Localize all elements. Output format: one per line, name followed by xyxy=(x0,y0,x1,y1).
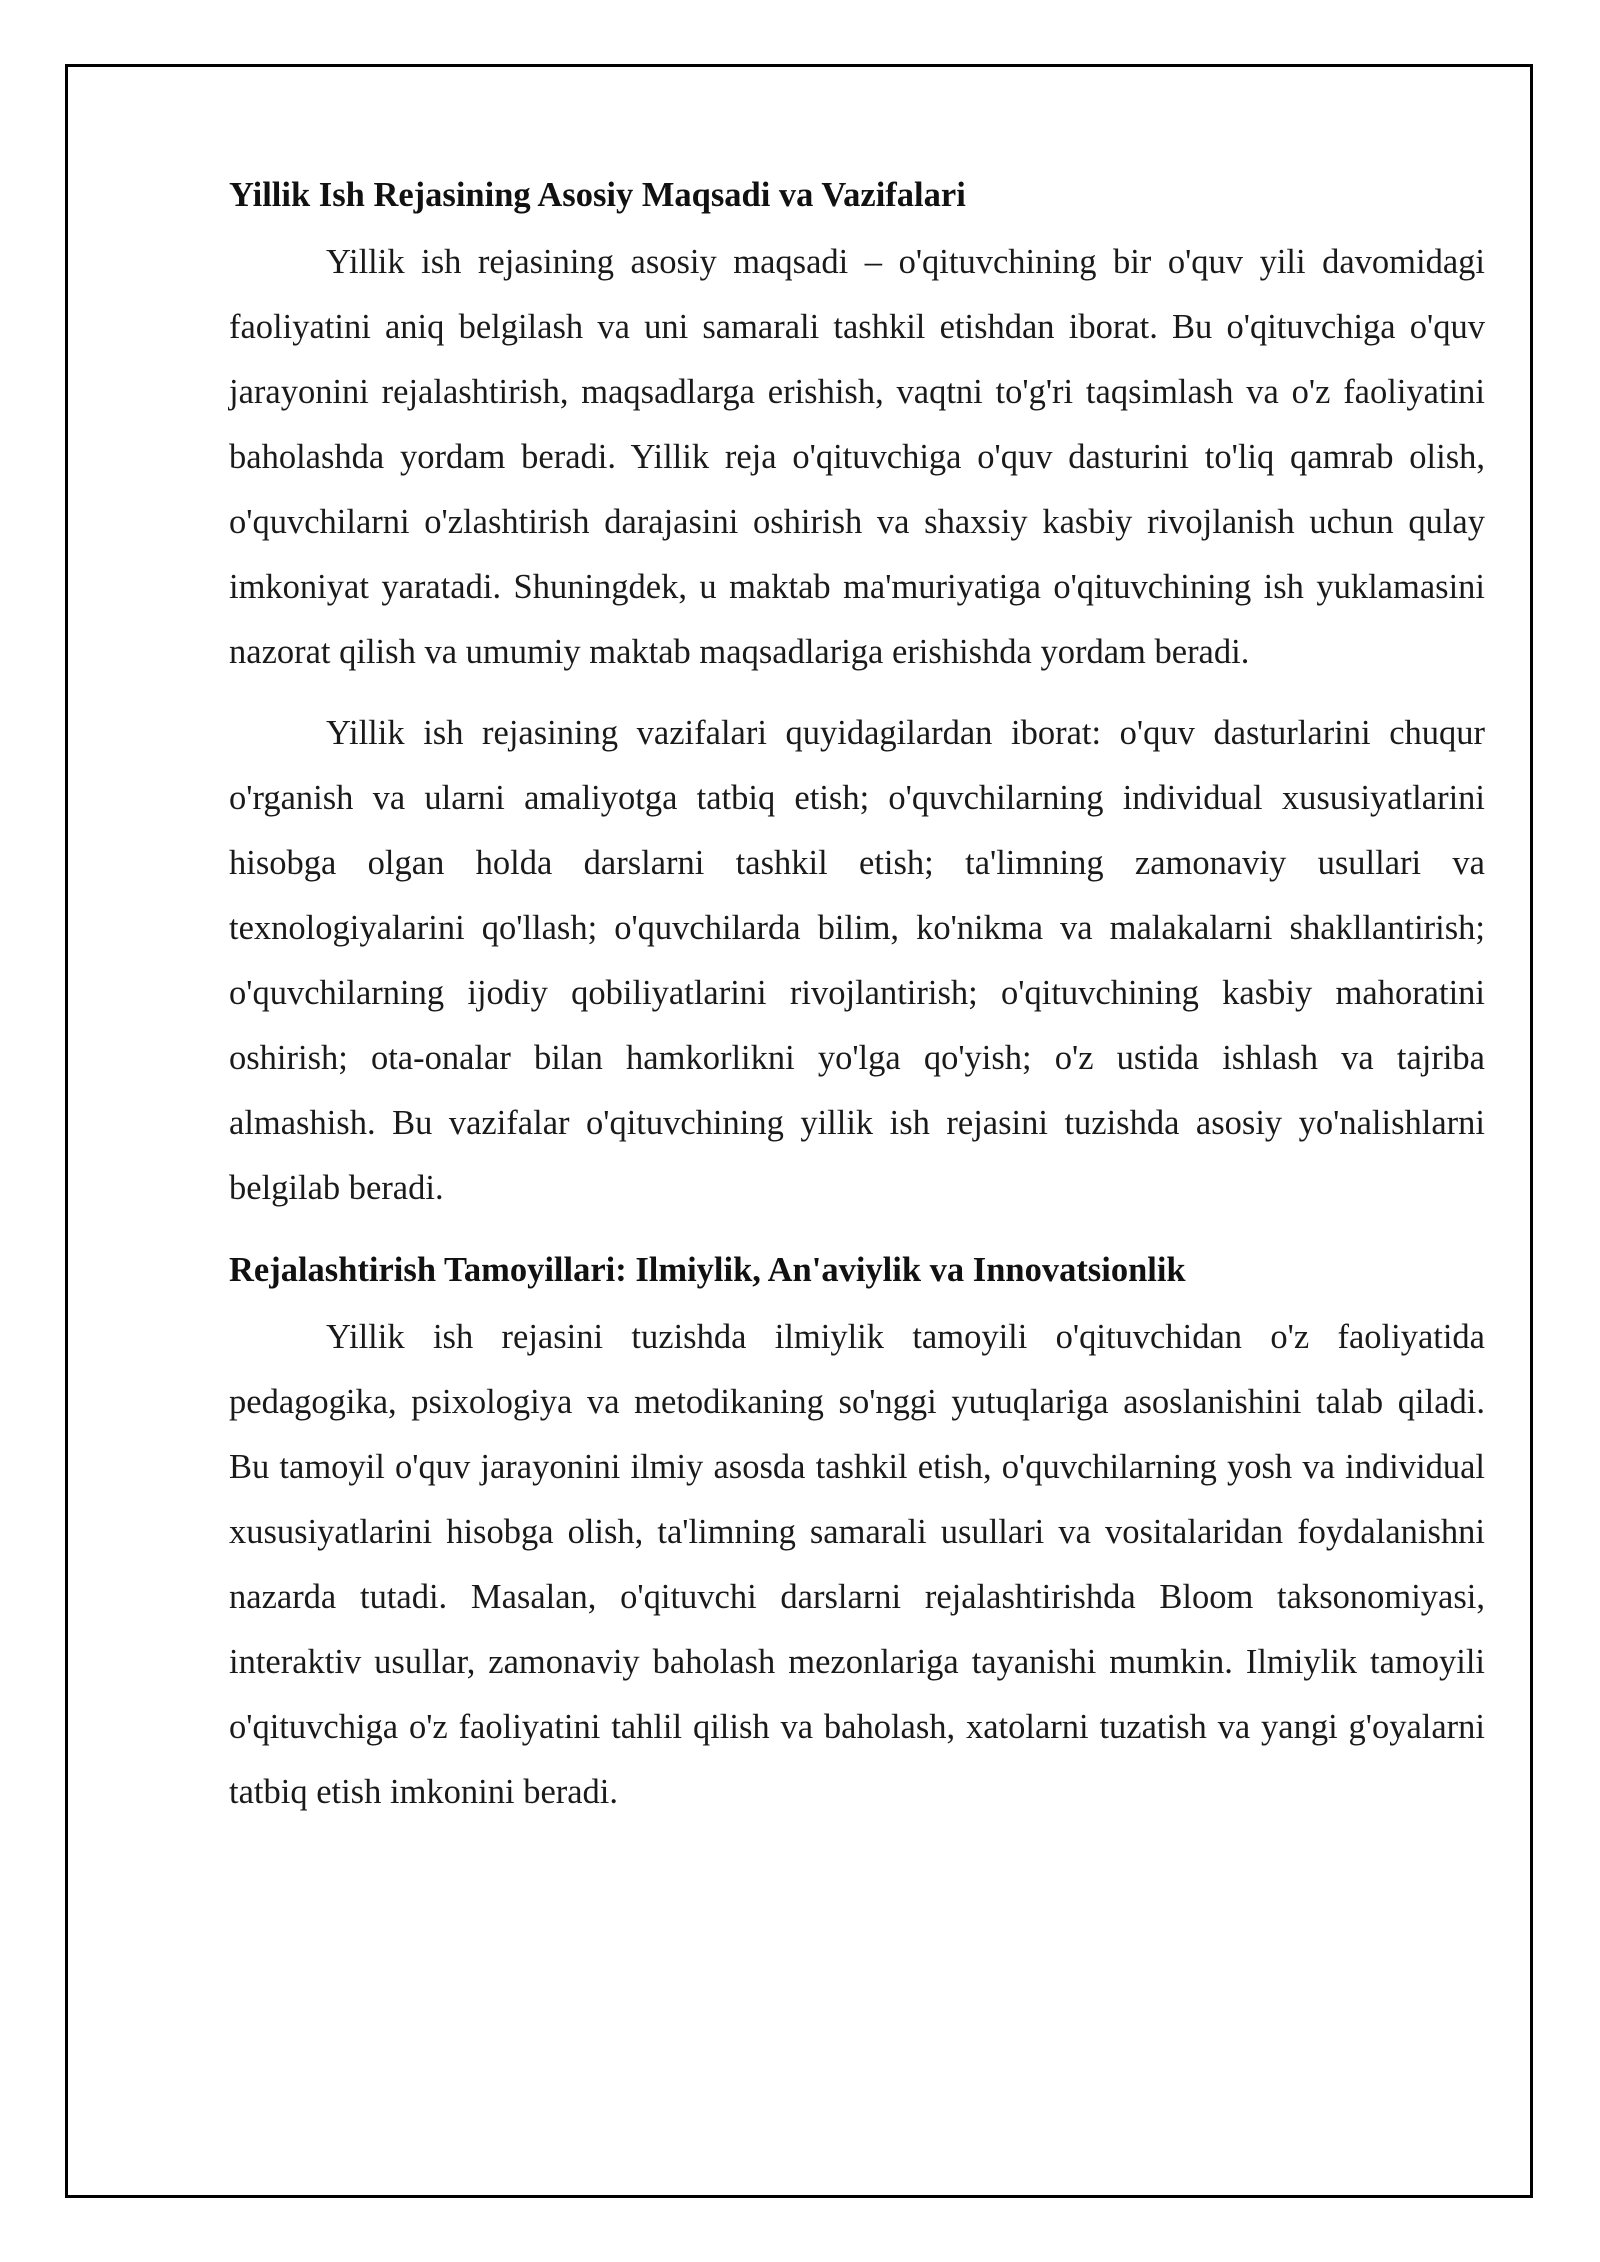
paragraph: Yillik ish rejasining asosiy maqsadi – o'qituvchining bir o'quv yili davomidagi faoliyatini aniq belgilash va uni samarali tashkil etishdan iborat. Bu o'qituvchiga o'quv jarayonini rejalashtirish, maqsadlarga erishish, vaqtni to'g'ri taqsimlash va o'z faoliyatini baholashda yordam beradi. Yillik reja o'qituvchiga o'quv dasturini to'liq qamrab olish, o'quvchilarni o'zlashtirish darajasini oshirish va shaxsiy kasbiy rivojlanish uchun qulay imkoniyat yaratadi. Shuningdek, u maktab ma'muriyatiga o'qituvchining ish yuklamasini nazorat qilish va umumiy maktab maqsadlariga erishishda yordam beradi. xyxy=(229,243,1485,671)
document-body xyxy=(229,170,1485,1825)
section-heading: Yillik Ish Rejasining Asosiy Maqsadi va Vazifalari xyxy=(229,176,966,214)
paragraph: Yillik ish rejasini tuzishda ilmiylik tamoyili o'qituvchidan o'z faoliyatida pedagogika, psixologiya va metodikaning so'nggi yutuqlariga asoslanishini talab qiladi. Bu tamoyil o'quv jarayonini ilmiy asosda tashkil etish, o'quvchilarning yosh va individual xususiyatlarini hisobga olish, ta'limning samarali usullari va vositalaridan foydalanishni nazarda tutadi. Masalan, o'qituvchi darslarni rejalashtirishda Bloom taksonomiyasi, interaktiv usullar, zamonaviy baholash mezonlariga tayanishi mumkin. Ilmiylik tamoyili o'qituvchiga o'z faoliyatini tahlil qilish va baholash, xatolarni tuzatish va yangi g'oyalarni tatbiq etish imkonini beradi. xyxy=(229,1318,1485,1811)
section-heading: Rejalashtirish Tamoyillari: Ilmiylik, An'aviylik va Innovatsionlik xyxy=(229,1251,1186,1289)
paragraph: Yillik ish rejasining vazifalari quyidagilardan iborat: o'quv dasturlarini chuqur o'rganish va ularni amaliyotga tatbiq etish; o'quvchilarning individual xususiyatlarini hisobga olgan holda darslarni tashkil etish; ta'limning zamonaviy usullari va texnologiyalarini qo'llash; o'quvchilarda bilim, ko'nikma va malakalarni shakllantirish; o'quvchilarning ijodiy qobiliyatlarini rivojlantirish; o'qituvchining kasbiy mahoratini oshirish; ota-onalar bilan hamkorlikni yo'lga qo'yish; o'z ustida ishlash va tajriba almashish. Bu vazifalar o'qituvchining yillik ish rejasini tuzishda asosiy yo'nalishlarni belgilab beradi. xyxy=(229,714,1485,1207)
